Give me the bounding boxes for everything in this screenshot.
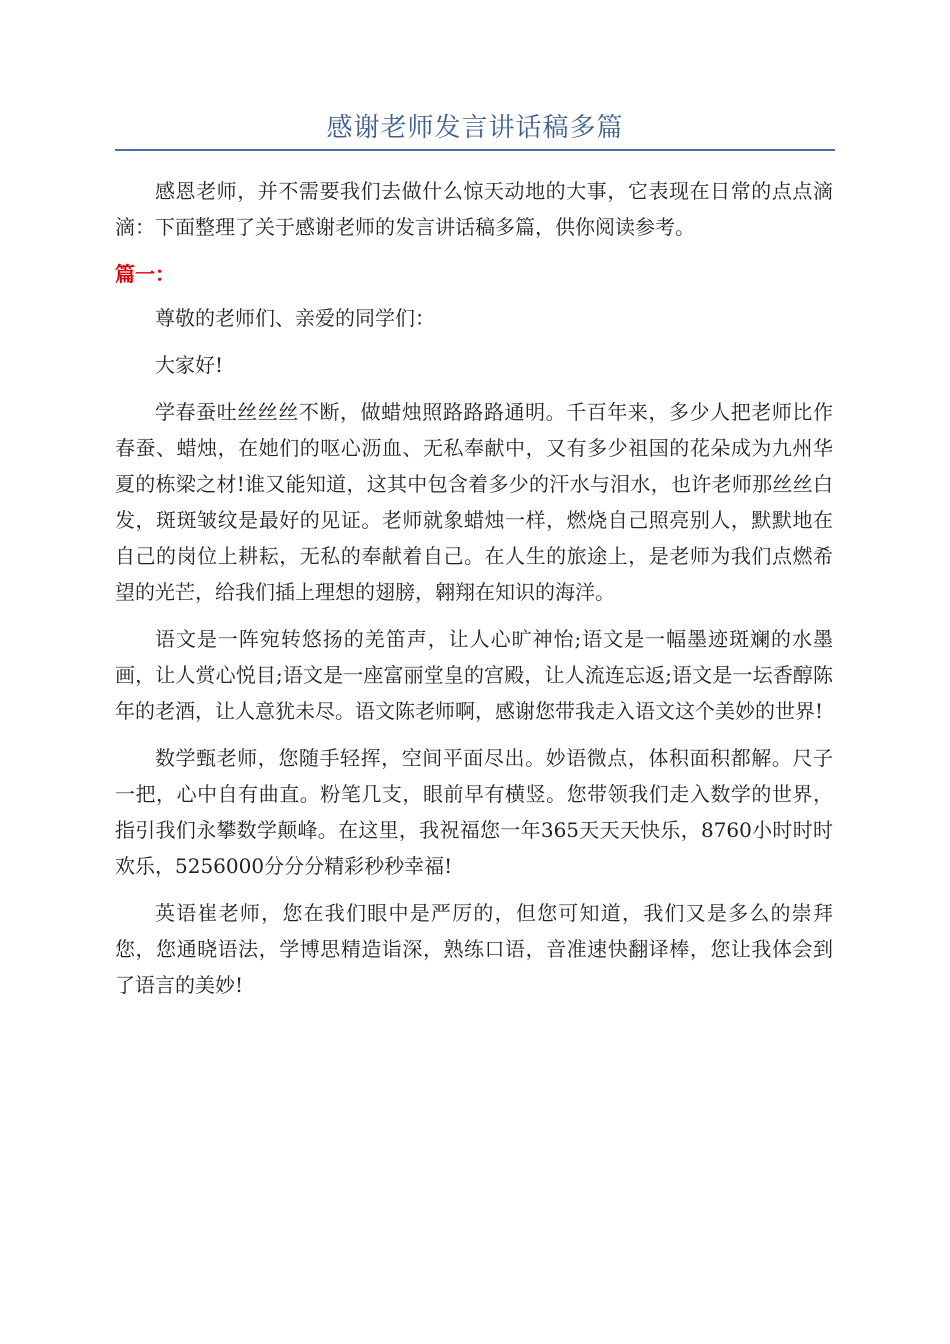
body-paragraph: 语文是一阵宛转悠扬的羌笛声，让人心旷神怡;语文是一幅墨迹斑斓的水墨画，让人赏心悦目;语文是一座富丽堂皇的宫殿，让人流连忘返;语文是一坛香醇陈年的老酒，让人意犹未尽。语文陈老师啊，感谢您带我走入语文这个美妙的世界! [115, 627, 833, 723]
page-title: 感谢老师发言讲话稿多篇 [326, 113, 624, 143]
body-paragraph: 学春蚕吐丝丝丝不断，做蜡烛照路路路通明。千百年来，多少人把老师比作春蚕、蜡烛，在她们的呕心沥血、无私奉献中，又有多少祖国的花朵成为九州华夏的栋梁之材!谁又能知道，这其中包含着多少的汗水与泪水，也许老师那丝丝白发，斑斑皱纹是最好的见证。老师就象蜡烛一样，燃烧自己照亮别人，默默地在自己的岗位上耕耘，无私的奉献着自己。在人生的旅途上，是老师为我们点燃希望的光芒，给我们插上理想的翅膀，翱翔在知识的海洋。 [115, 400, 833, 604]
intro-paragraph: 感恩老师，并不需要我们去做什么惊天动地的大事，它表现在日常的点点滴滴：下面整理了关于感谢老师的发言讲话稿多篇，供你阅读参考。 [115, 179, 833, 239]
document-body [115, 173, 833, 1003]
greeting-paragraph: 大家好! [155, 353, 224, 377]
section-heading: 篇一： [115, 262, 175, 286]
salutation-paragraph: 尊敬的老师们、亲爱的同学们： [155, 306, 435, 330]
body-paragraph: 数学甄老师，您随手轻挥，空间平面尽出。妙语微点，体积面积都解。尺子一把，心中自有曲直。粉笔几支，眼前早有横竖。您带领我们走入数学的世界，指引我们永攀数学颠峰。在这里，我祝福您一年365天天天快乐，8760小时时时欢乐，5256000分分分精彩秒秒幸福! [115, 746, 833, 878]
body-paragraph: 英语崔老师，您在我们眼中是严厉的，但您可知道，我们又是多么的崇拜您，您通晓语法，学博思精造诣深，熟练口语，音准速快翻译棒，您让我体会到了语言的美妙! [115, 901, 833, 997]
title-block [115, 110, 835, 151]
